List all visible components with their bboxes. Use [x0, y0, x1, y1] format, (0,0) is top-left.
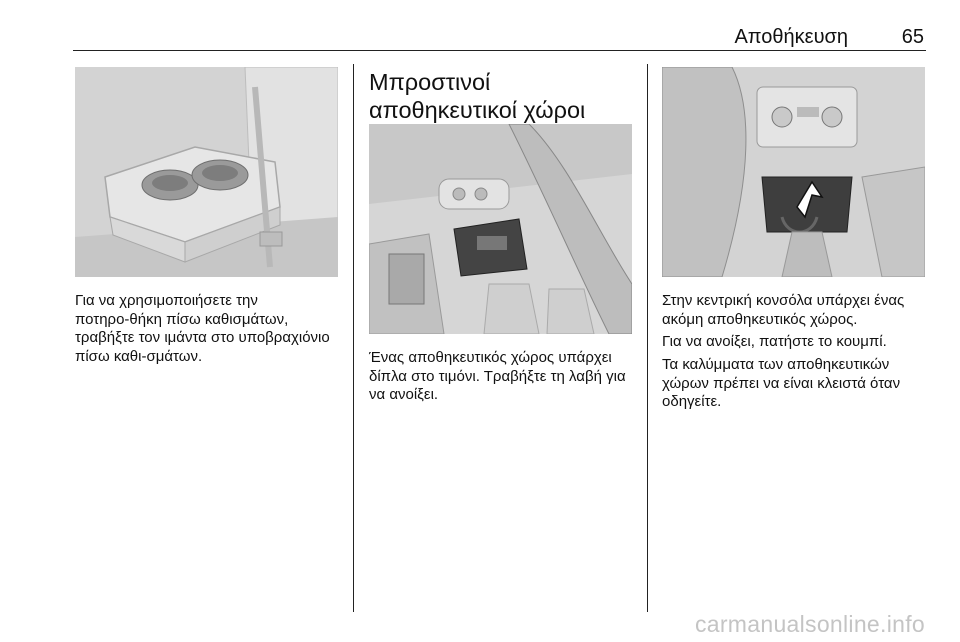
- cupholder-instructions: Για να χρησιμοποιήσετε την ποτηρο‑θήκη πίσω καθισμάτων, τραβήξτε τον ιμάντα στο υποβραχιόνιο πίσω καθι‑σμάτων.: [75, 292, 330, 365]
- page-header: [73, 0, 926, 50]
- section-heading: Μπροστινοί αποθηκευτικοί χώροι: [369, 69, 586, 123]
- page-number: 65: [901, 26, 924, 48]
- rear-cupholder-illustration: [75, 67, 338, 277]
- dashboard-storage-icon: [369, 124, 632, 334]
- console-storage-description: Στην κεντρική κονσόλα υπάρχει ένας ακόμη αποθηκευτικός χώρος.: [662, 292, 905, 328]
- column-divider-right: [647, 64, 648, 612]
- dashboard-storage-illustration: [369, 124, 632, 334]
- console-safety-note: Τα καλύμματα των αποθηκευτικών χώρων πρέπει να είναι κλειστά όταν οδηγείτε.: [662, 356, 901, 410]
- dashboard-storage-instructions: Ένας αποθηκευτικός χώρος υπάρχει δίπλα στο τιμόνι. Τραβήξτε τη λαβή για να ανοίξει.: [369, 349, 626, 403]
- rear-cupholder-icon: [75, 67, 338, 277]
- watermark: carmanualsonline.info: [694, 611, 925, 637]
- center-console-storage-icon: [662, 67, 925, 277]
- page-title: Αποθήκευση: [734, 26, 848, 48]
- column-divider-left: [353, 64, 354, 612]
- header-rule: [73, 50, 926, 51]
- center-console-storage-illustration: [662, 67, 925, 277]
- console-open-instructions: Για να ανοίξει, πατήστε το κουμπί.: [662, 333, 887, 350]
